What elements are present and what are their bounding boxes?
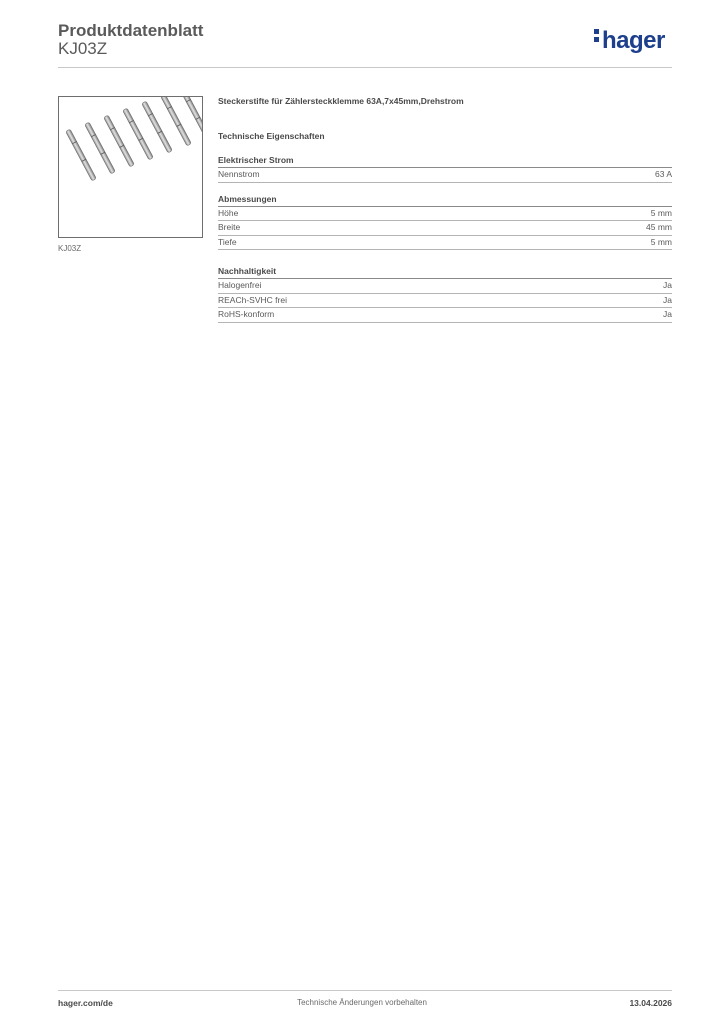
footer-website[interactable]: hager.com/de xyxy=(58,998,113,1008)
property-value: 5 mm xyxy=(650,207,672,218)
property-group-electrical xyxy=(218,155,672,183)
property-value: 45 mm xyxy=(646,222,672,232)
property-label: Tiefe xyxy=(218,236,237,247)
logo-text: hager xyxy=(602,27,665,54)
property-label: Breite xyxy=(218,222,241,232)
group-title: Elektrischer Strom xyxy=(218,155,672,168)
section-title: Technische Eigenschaften xyxy=(218,131,325,141)
property-row xyxy=(218,294,672,309)
product-description: Steckerstifte für Zählersteckklemme 63A,7x45mm,Drehstrom xyxy=(218,96,464,106)
property-label: RoHS-konform xyxy=(218,309,275,319)
property-row xyxy=(218,168,672,183)
group-title: Abmessungen xyxy=(218,194,672,207)
header-divider xyxy=(58,67,672,68)
property-label: REACh-SVHC frei xyxy=(218,294,287,305)
footer-divider xyxy=(58,990,672,991)
group-title: Nachhaltigkeit xyxy=(218,266,672,279)
image-caption: KJ03Z xyxy=(58,244,82,253)
property-group-sustainability xyxy=(218,266,672,323)
page-title: Produktdatenblatt xyxy=(58,21,204,40)
property-row xyxy=(218,207,672,222)
property-value: 5 mm xyxy=(650,236,672,247)
footer-notice: Technische Änderungen vorbehalten xyxy=(297,998,427,1007)
connector-pins-image xyxy=(59,97,202,237)
property-value: Ja xyxy=(663,309,672,319)
logo-colon-icon xyxy=(594,29,599,45)
property-group-dimensions xyxy=(218,194,672,251)
property-value: Ja xyxy=(663,280,672,290)
property-label: Nennstrom xyxy=(218,169,260,179)
property-row xyxy=(218,221,672,236)
product-image xyxy=(58,96,203,238)
property-row xyxy=(218,236,672,251)
hager-logo xyxy=(594,27,665,55)
property-value: Ja xyxy=(663,294,672,305)
property-label: Halogenfrei xyxy=(218,280,262,290)
product-code: KJ03Z xyxy=(58,39,108,58)
property-row xyxy=(218,308,672,323)
footer-date: 13.04.2026 xyxy=(629,998,672,1008)
property-value: 63 A xyxy=(654,169,672,179)
property-label: Höhe xyxy=(218,207,239,218)
product-details xyxy=(218,96,672,323)
property-row xyxy=(218,279,672,294)
